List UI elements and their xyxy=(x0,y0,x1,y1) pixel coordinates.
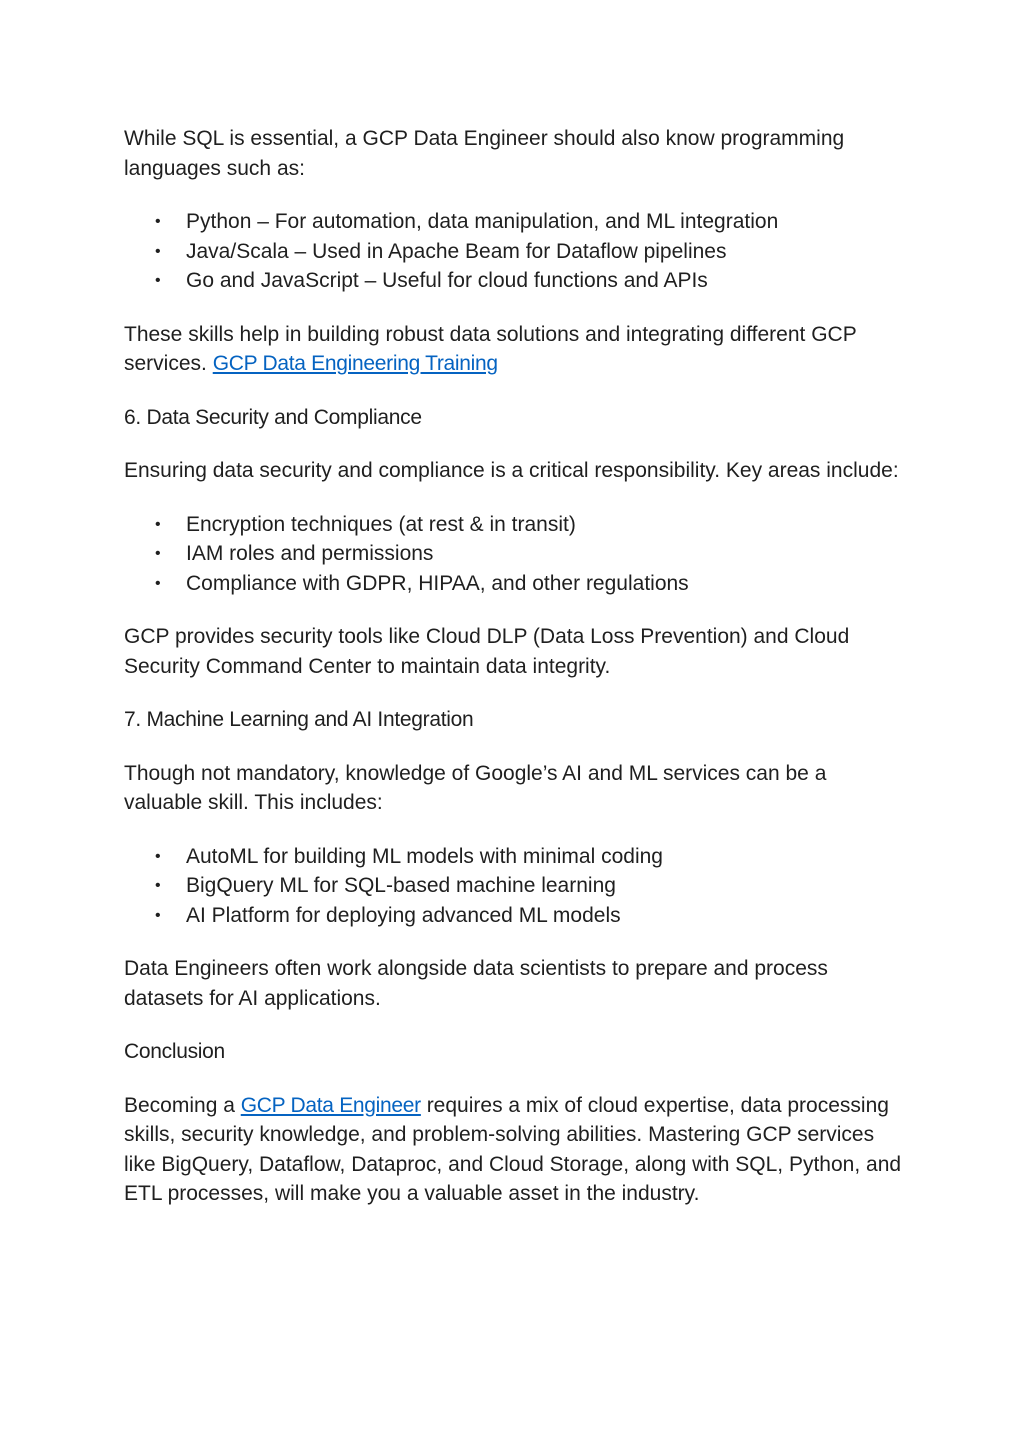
programming-languages-list xyxy=(124,207,904,296)
data-security-outro-paragraph: GCP provides security tools like Cloud DLP (Data Loss Prevention) and Cloud Security Command Center to maintain data integrity. xyxy=(124,625,850,678)
bullet-icon: • xyxy=(155,574,161,592)
bullet-icon: • xyxy=(155,847,161,865)
list-item xyxy=(124,539,904,569)
section-heading-conclusion: Conclusion xyxy=(124,1040,225,1063)
list-item-text: Encryption techniques (at rest & in transit) xyxy=(186,512,576,536)
section-heading-data-security: 6. Data Security and Compliance xyxy=(124,405,422,429)
list-item-text: IAM roles and permissions xyxy=(186,542,434,565)
list-item-text: AutoML for building ML models with minimal coding xyxy=(186,844,663,868)
ml-ai-list xyxy=(124,842,904,931)
section-heading-ml-ai: 7. Machine Learning and AI Integration xyxy=(124,708,474,731)
skills-paragraph xyxy=(124,320,904,379)
list-item xyxy=(124,266,904,296)
gcp-data-engineer-link[interactable]: GCP Data Engineer xyxy=(240,1093,421,1117)
document-page xyxy=(124,124,904,1233)
list-item-text: Python – For automation, data manipulation, and ML integration xyxy=(186,210,779,233)
bullet-icon: • xyxy=(155,545,161,562)
list-item xyxy=(124,237,904,267)
skills-paragraph-text: These skills help in building robust data solutions and integrating different GCP services xyxy=(124,322,857,375)
gcp-data-engineering-training-link[interactable]: GCP Data Engineering Training xyxy=(212,352,498,375)
list-item xyxy=(124,842,904,872)
ml-ai-outro-paragraph: Data Engineers often work alongside data scientists to prepare and process datasets for AI applications. xyxy=(124,957,828,1010)
conclusion-paragraph xyxy=(124,1091,904,1209)
list-item xyxy=(124,901,904,931)
bullet-icon: • xyxy=(155,515,161,533)
intro-programming-paragraph: While SQL is essential, a GCP Data Engineer should also know programming languages such as: xyxy=(124,127,845,180)
data-security-list xyxy=(124,510,904,599)
bullet-icon: • xyxy=(155,242,161,260)
list-item-text: BigQuery ML for SQL-based machine learning xyxy=(186,874,616,897)
bullet-icon: • xyxy=(155,877,161,894)
list-item-text: AI Platform for deploying advanced ML models xyxy=(186,903,621,927)
bullet-icon: • xyxy=(155,272,161,289)
conclusion-text-after: requires a mix of cloud expertise, data processing skills, security knowledge, and problem-solving abilities. Mastering GCP services like BigQuery, Dataflow, Dataproc, and Cloud Storage, along with SQL, Python, and ETL processes, will make you a valuable asset in the industry. xyxy=(124,1093,902,1205)
skills-paragraph-dot: . xyxy=(201,352,207,375)
list-item xyxy=(124,569,904,599)
list-item-text: Go and JavaScript – Useful for cloud functions and APIs xyxy=(186,269,708,292)
bullet-icon: • xyxy=(155,906,161,924)
list-item-text: Compliance with GDPR, HIPAA, and other regulations xyxy=(186,571,689,595)
conclusion-text-before: Becoming a xyxy=(124,1093,241,1117)
list-item xyxy=(124,510,904,540)
list-item-text: Java/Scala – Used in Apache Beam for Dataflow pipelines xyxy=(186,239,727,263)
ml-ai-intro-paragraph: Though not mandatory, knowledge of Google’s AI and ML services can be a valuable skill. This includes: xyxy=(124,761,827,814)
list-item xyxy=(124,207,904,237)
data-security-intro-paragraph: Ensuring data security and compliance is a critical responsibility. Key areas include: xyxy=(124,459,899,482)
bullet-icon: • xyxy=(155,213,161,230)
list-item xyxy=(124,871,904,901)
